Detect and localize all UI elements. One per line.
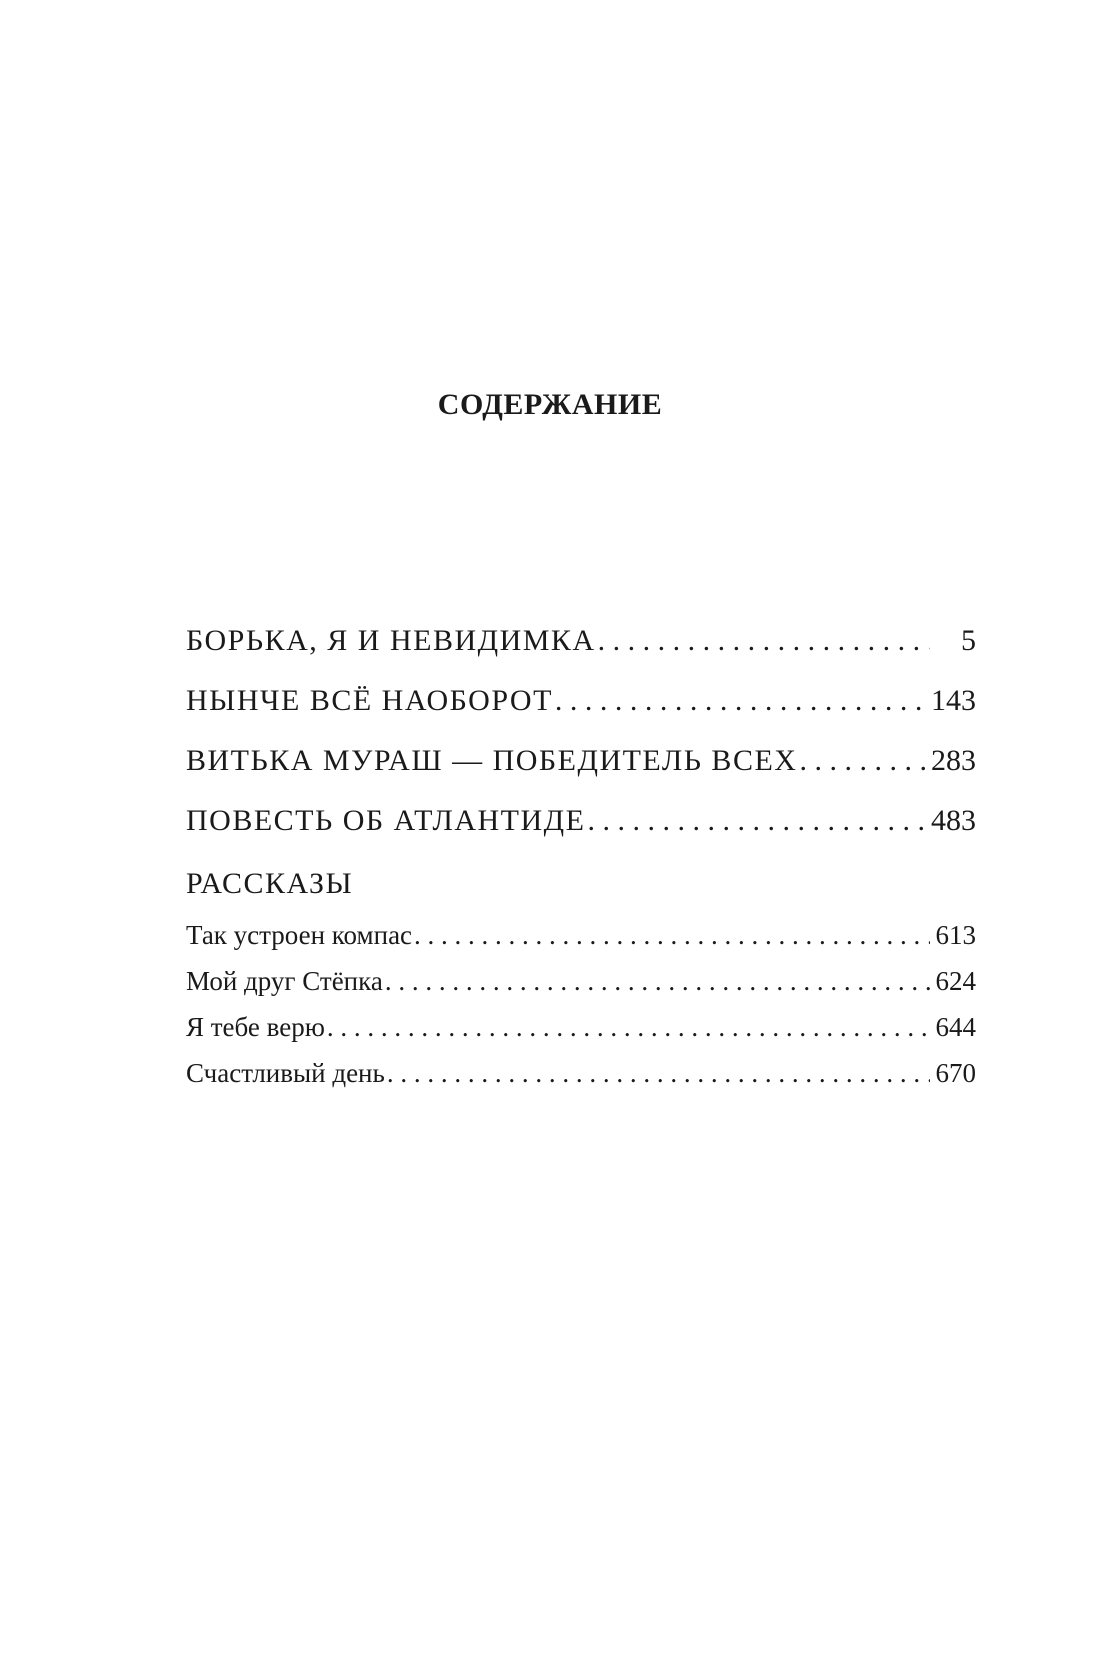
dot-leader — [555, 684, 929, 718]
toc-entry-atlantida[interactable] — [186, 804, 976, 864]
toc-entry-page: 143 — [931, 684, 976, 717]
toc-entry-title: БОРЬКА, Я И НЕВИДИМКА — [186, 624, 596, 657]
toc-story-page: 644 — [935, 1012, 976, 1042]
dot-leader — [414, 920, 930, 951]
toc-story-kompas[interactable] — [186, 920, 976, 966]
dot-leader — [799, 744, 929, 778]
toc-entry-nynche[interactable] — [186, 684, 976, 744]
toc-entry-page: 5 — [961, 624, 976, 657]
toc-entry-page: 283 — [931, 744, 976, 777]
toc-entry-page: 483 — [931, 804, 976, 837]
toc-story-page: 624 — [935, 966, 976, 996]
toc-entry-borka[interactable] — [186, 624, 976, 684]
dot-leader — [587, 804, 929, 838]
toc-entry-title: НЫНЧЕ ВСЁ НАОБОРОТ — [186, 684, 553, 717]
toc-story-title: Счастливый день — [186, 1058, 385, 1088]
toc-entry-title: ВИТЬКА МУРАШ — ПОБЕДИТЕЛЬ ВСЕХ — [186, 744, 798, 777]
toc-story-title: Я тебе верю — [186, 1012, 325, 1042]
toc-story-den[interactable] — [186, 1058, 976, 1104]
toc-story-page: 613 — [935, 920, 976, 950]
toc-entry-vitka[interactable] — [186, 744, 976, 804]
toc-story-title: Мой друг Стёпка — [186, 966, 383, 996]
toc-story-page: 670 — [935, 1058, 976, 1088]
page-title: СОДЕРЖАНИЕ — [437, 388, 663, 421]
section-heading-stories: РАССКАЗЫ — [186, 867, 354, 900]
toc-entry-title: ПОВЕСТЬ ОБ АТЛАНТИДЕ — [186, 804, 586, 837]
toc-story-title: Так устроен компас — [186, 920, 413, 950]
toc-story-stepka[interactable] — [186, 966, 976, 1012]
table-of-contents — [186, 624, 976, 1104]
dot-leader — [327, 1012, 930, 1043]
toc-story-veryu[interactable] — [186, 1012, 976, 1058]
dot-leader — [385, 966, 930, 997]
dot-leader — [598, 624, 930, 658]
dot-leader — [387, 1058, 930, 1089]
